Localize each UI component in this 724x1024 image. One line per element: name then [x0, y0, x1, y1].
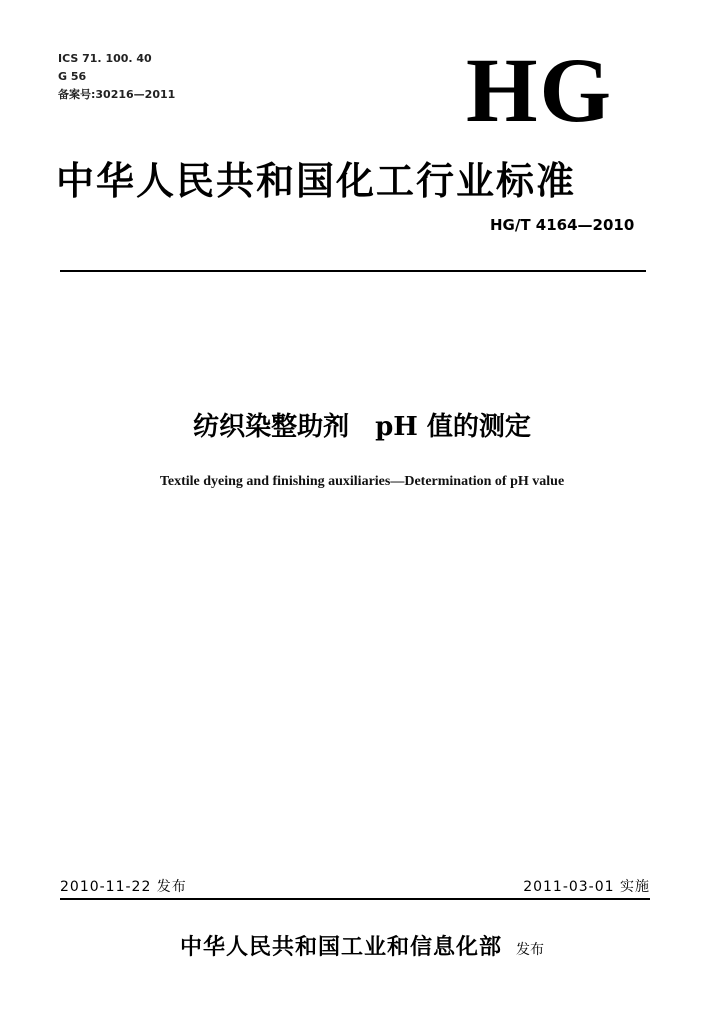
publisher-line: [0, 930, 724, 961]
header-divider: [60, 270, 646, 272]
publisher-organization: 中华人民共和国工业和信息化部: [179, 934, 502, 960]
implementation-date: 2011-03-01 实施: [523, 879, 650, 895]
document-metadata: [58, 50, 175, 104]
filing-number: 备案号:30216—2011: [58, 88, 176, 101]
classification-code: G 56: [58, 70, 87, 83]
issue-date: 2010-11-22 发布: [60, 879, 187, 895]
standard-title: 中华人民共和国化工行业标准: [56, 158, 577, 203]
hg-logo: HG: [466, 39, 614, 141]
document-title-zh: 纺织染整助剂 pH 值的测定: [193, 412, 531, 442]
ics-code: ICS 71. 100. 40: [58, 52, 152, 65]
standard-code: HG/T 4164—2010: [490, 216, 635, 234]
document-title-en: Textile dyeing and finishing auxiliaries—Determination of pH value: [159, 474, 565, 489]
footer-divider: [60, 898, 650, 900]
publisher-action: 发布: [516, 942, 544, 958]
